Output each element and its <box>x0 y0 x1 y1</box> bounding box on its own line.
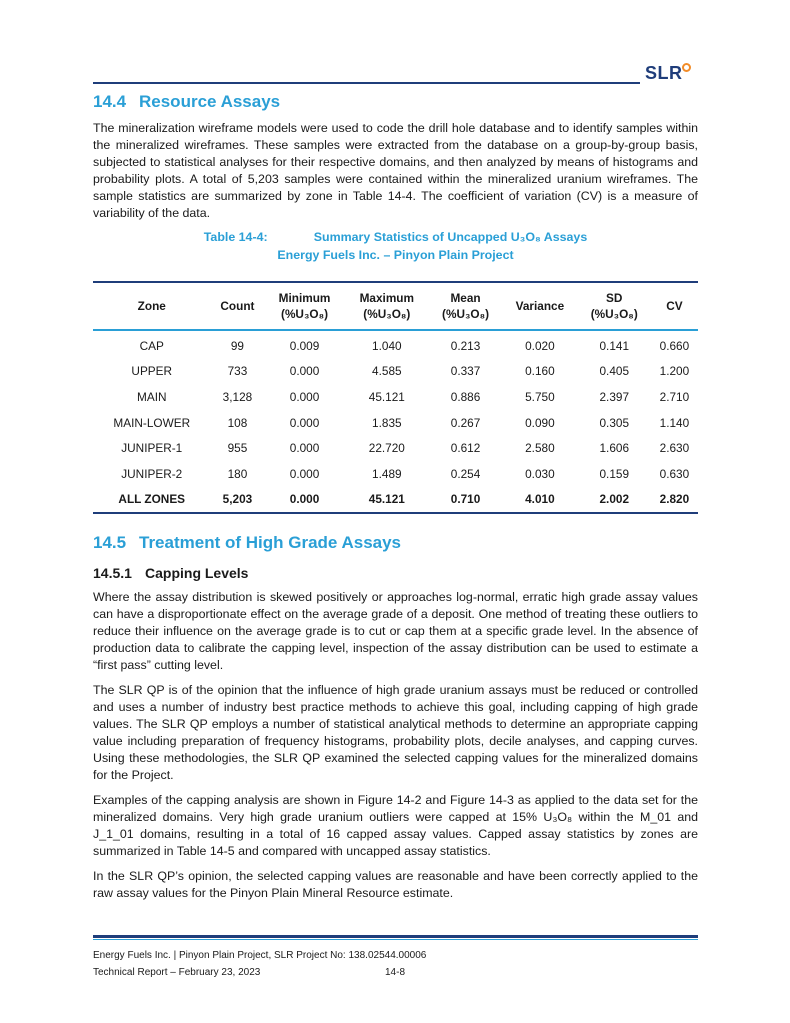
table-cell: 1.040 <box>372 338 402 353</box>
table-label: Table 14-4: <box>203 230 268 244</box>
table-cell: 2.580 <box>525 441 555 456</box>
table-cell: 0.020 <box>525 338 555 353</box>
table-cell: JUNIPER-2 <box>121 466 183 481</box>
table-title: Summary Statistics of Uncapped U₃O₈ Assays <box>313 230 588 244</box>
table-cell: 0.000 <box>289 364 320 379</box>
table-body <box>93 330 698 513</box>
table-cell: 0.612 <box>450 441 481 456</box>
column-header: Zone <box>137 299 166 313</box>
logo-swirl-icon <box>682 63 691 72</box>
table-row <box>93 330 698 359</box>
column-header: Variance <box>515 299 565 313</box>
section-heading-14-4: 14.4 Resource Assays <box>93 92 281 111</box>
table-caption <box>93 228 698 264</box>
table-cell: 0.090 <box>525 415 555 430</box>
table-cell: ALL ZONES <box>93 487 211 514</box>
table-cell: JUNIPER-1 <box>121 441 183 456</box>
table-cell: 22.720 <box>368 441 405 456</box>
footer-project: Energy Fuels Inc. | Pinyon Plain Project, SLR Project No: 138.02544.00006 <box>93 950 427 961</box>
capping-paragraph-2: The SLR QP is of the opinion that the influence of high grade uranium assays must be reduced or controlled and uses a number of industry best practice methods to achieve this goal, including capping of high grade values. The SLR QP employs a number of statistical analytical methods to determine an appropriate capping value including preparation of frequency histograms, probability plots, decile analyses, and capping curves. Using these methodologies, the SLR QP examined the selected capping values for the mineralized domains for the Project. <box>93 683 698 783</box>
footer-rule-accent <box>93 939 698 940</box>
table-cell: 0.660 <box>659 338 690 353</box>
table-cell: 0.267 <box>450 415 481 430</box>
capping-paragraph-3: Examples of the capping analysis are shown in Figure 14-2 and Figure 14-3 as applied to the data set for the mineralized domains. Very high grade uranium outliers were capped at 15% U₃O₈ within the M_01 and J_1_01 domains, resulting in a total of 16 capped assay values. Capped assay statistics by zones are summarized in Table 14-5 and compared with uncapped assay statistics. <box>93 793 698 859</box>
table-cell: 0.159 <box>599 466 630 481</box>
table-cell: 0.886 <box>450 389 481 404</box>
table-cell: 2.820 <box>651 487 698 514</box>
table-cell: 1.140 <box>659 415 690 430</box>
column-header: Maximum (%U₃O₈) <box>359 291 415 321</box>
table-cell: 0.337 <box>450 364 481 379</box>
resource-assays-paragraph: The mineralization wireframe models were used to code the drill hole database and to identify samples within the mineralized wireframes. These samples were extracted from the database on a group-by-group basis, subjected to statistical analyses for their respective domains, and then analyzed by means of histograms and probability plots. A total of 5,203 samples were contained within the mineralized uranium wireframes. The sample statistics are summarized by zone in Table 14-4. The coefficient of variation (CV) is a measure of variability of the data. <box>93 121 698 220</box>
capping-paragraph-1: Where the assay distribution is skewed positively or approaches log-normal, erratic high grade assay values can have a disproportionate effect on the average grade of a deposit. One method of treating these outliers to reduce their influence on the average grade is to cut or cap them at a specific grade level. In the absence of production data to calibrate the capping level, inspection of the assay distribution can be used to estimate a “first pass” cutting level. <box>93 590 698 673</box>
table-cell: 4.585 <box>372 364 402 379</box>
slr-logo: SLR <box>645 63 683 83</box>
table-cell: 180 <box>227 466 248 481</box>
table-cell: 0.000 <box>289 389 320 404</box>
table-cell: 3,128 <box>222 389 253 404</box>
table-cell: 45.121 <box>345 487 429 514</box>
table-cell: 0.030 <box>525 466 555 481</box>
table-cell: MAIN <box>137 389 167 404</box>
table-cell: 0.000 <box>289 441 320 456</box>
table-row <box>93 359 698 385</box>
table-cell: 0.160 <box>525 364 555 379</box>
table-header-row <box>93 282 698 330</box>
table-cell: 0.000 <box>289 415 320 430</box>
table-cell: 733 <box>227 364 248 379</box>
table-cell: 1.489 <box>372 466 402 481</box>
table-cell: 0.305 <box>599 415 630 430</box>
column-header: CV <box>666 299 683 313</box>
table-cell: 0.630 <box>659 466 690 481</box>
table-cell: MAIN-LOWER <box>113 415 191 430</box>
table-cell: UPPER <box>131 364 173 379</box>
table-cell: 0.405 <box>599 364 630 379</box>
table-cell: 0.009 <box>289 338 320 353</box>
table-cell: 0.141 <box>599 338 630 353</box>
subsection-heading-14-5-1: 14.5.1 Capping Levels <box>93 565 249 582</box>
table-cell: 0.254 <box>450 466 481 481</box>
footer-rule <box>93 935 698 938</box>
table-subtitle: Energy Fuels Inc. – Pinyon Plain Project <box>277 248 514 262</box>
table-cell: CAP <box>139 338 164 353</box>
capping-paragraph-4: In the SLR QP’s opinion, the selected capping values are reasonable and have been correctly applied to the raw assay values for the Pinyon Plain Mineral Resource estimate. <box>93 869 698 901</box>
column-header: Mean (%U₃O₈) <box>442 291 490 321</box>
table-cell: 2.397 <box>599 389 630 404</box>
statistics-table <box>93 281 698 514</box>
table-cell: 108 <box>227 415 248 430</box>
table-cell: 99 <box>230 338 244 353</box>
table-cell: 4.010 <box>502 487 577 514</box>
table-cell: 5,203 <box>211 487 265 514</box>
section-heading-14-5: 14.5 Treatment of High Grade Assays <box>93 533 402 553</box>
column-header: SD (%U₃O₈) <box>590 291 638 321</box>
header-rule <box>93 82 640 84</box>
table-cell: 0.710 <box>429 487 502 514</box>
column-header: Minimum (%U₃O₈) <box>278 291 331 321</box>
table-row <box>93 384 698 410</box>
table-row <box>93 435 698 461</box>
column-header: Count <box>220 299 255 313</box>
table-cell: 2.630 <box>659 441 690 456</box>
table-cell: 1.606 <box>599 441 630 456</box>
table-cell: 0.213 <box>450 338 481 353</box>
table-row <box>93 410 698 436</box>
page-content <box>93 92 698 902</box>
table-total-row <box>93 487 698 514</box>
table-cell: 0.000 <box>289 466 320 481</box>
table-cell: 2.710 <box>659 389 690 404</box>
table-row <box>93 461 698 487</box>
table-cell: 955 <box>227 441 248 456</box>
table-cell: 2.002 <box>578 487 651 514</box>
table-cell: 1.200 <box>659 364 690 379</box>
table-cell: 0.000 <box>264 487 344 514</box>
table-cell: 5.750 <box>525 389 555 404</box>
table-cell: 45.121 <box>368 389 405 404</box>
table-cell: 1.835 <box>372 415 402 430</box>
page-number: 14-8 <box>385 967 406 978</box>
footer-report-date: Technical Report – February 23, 2023 <box>93 967 261 978</box>
